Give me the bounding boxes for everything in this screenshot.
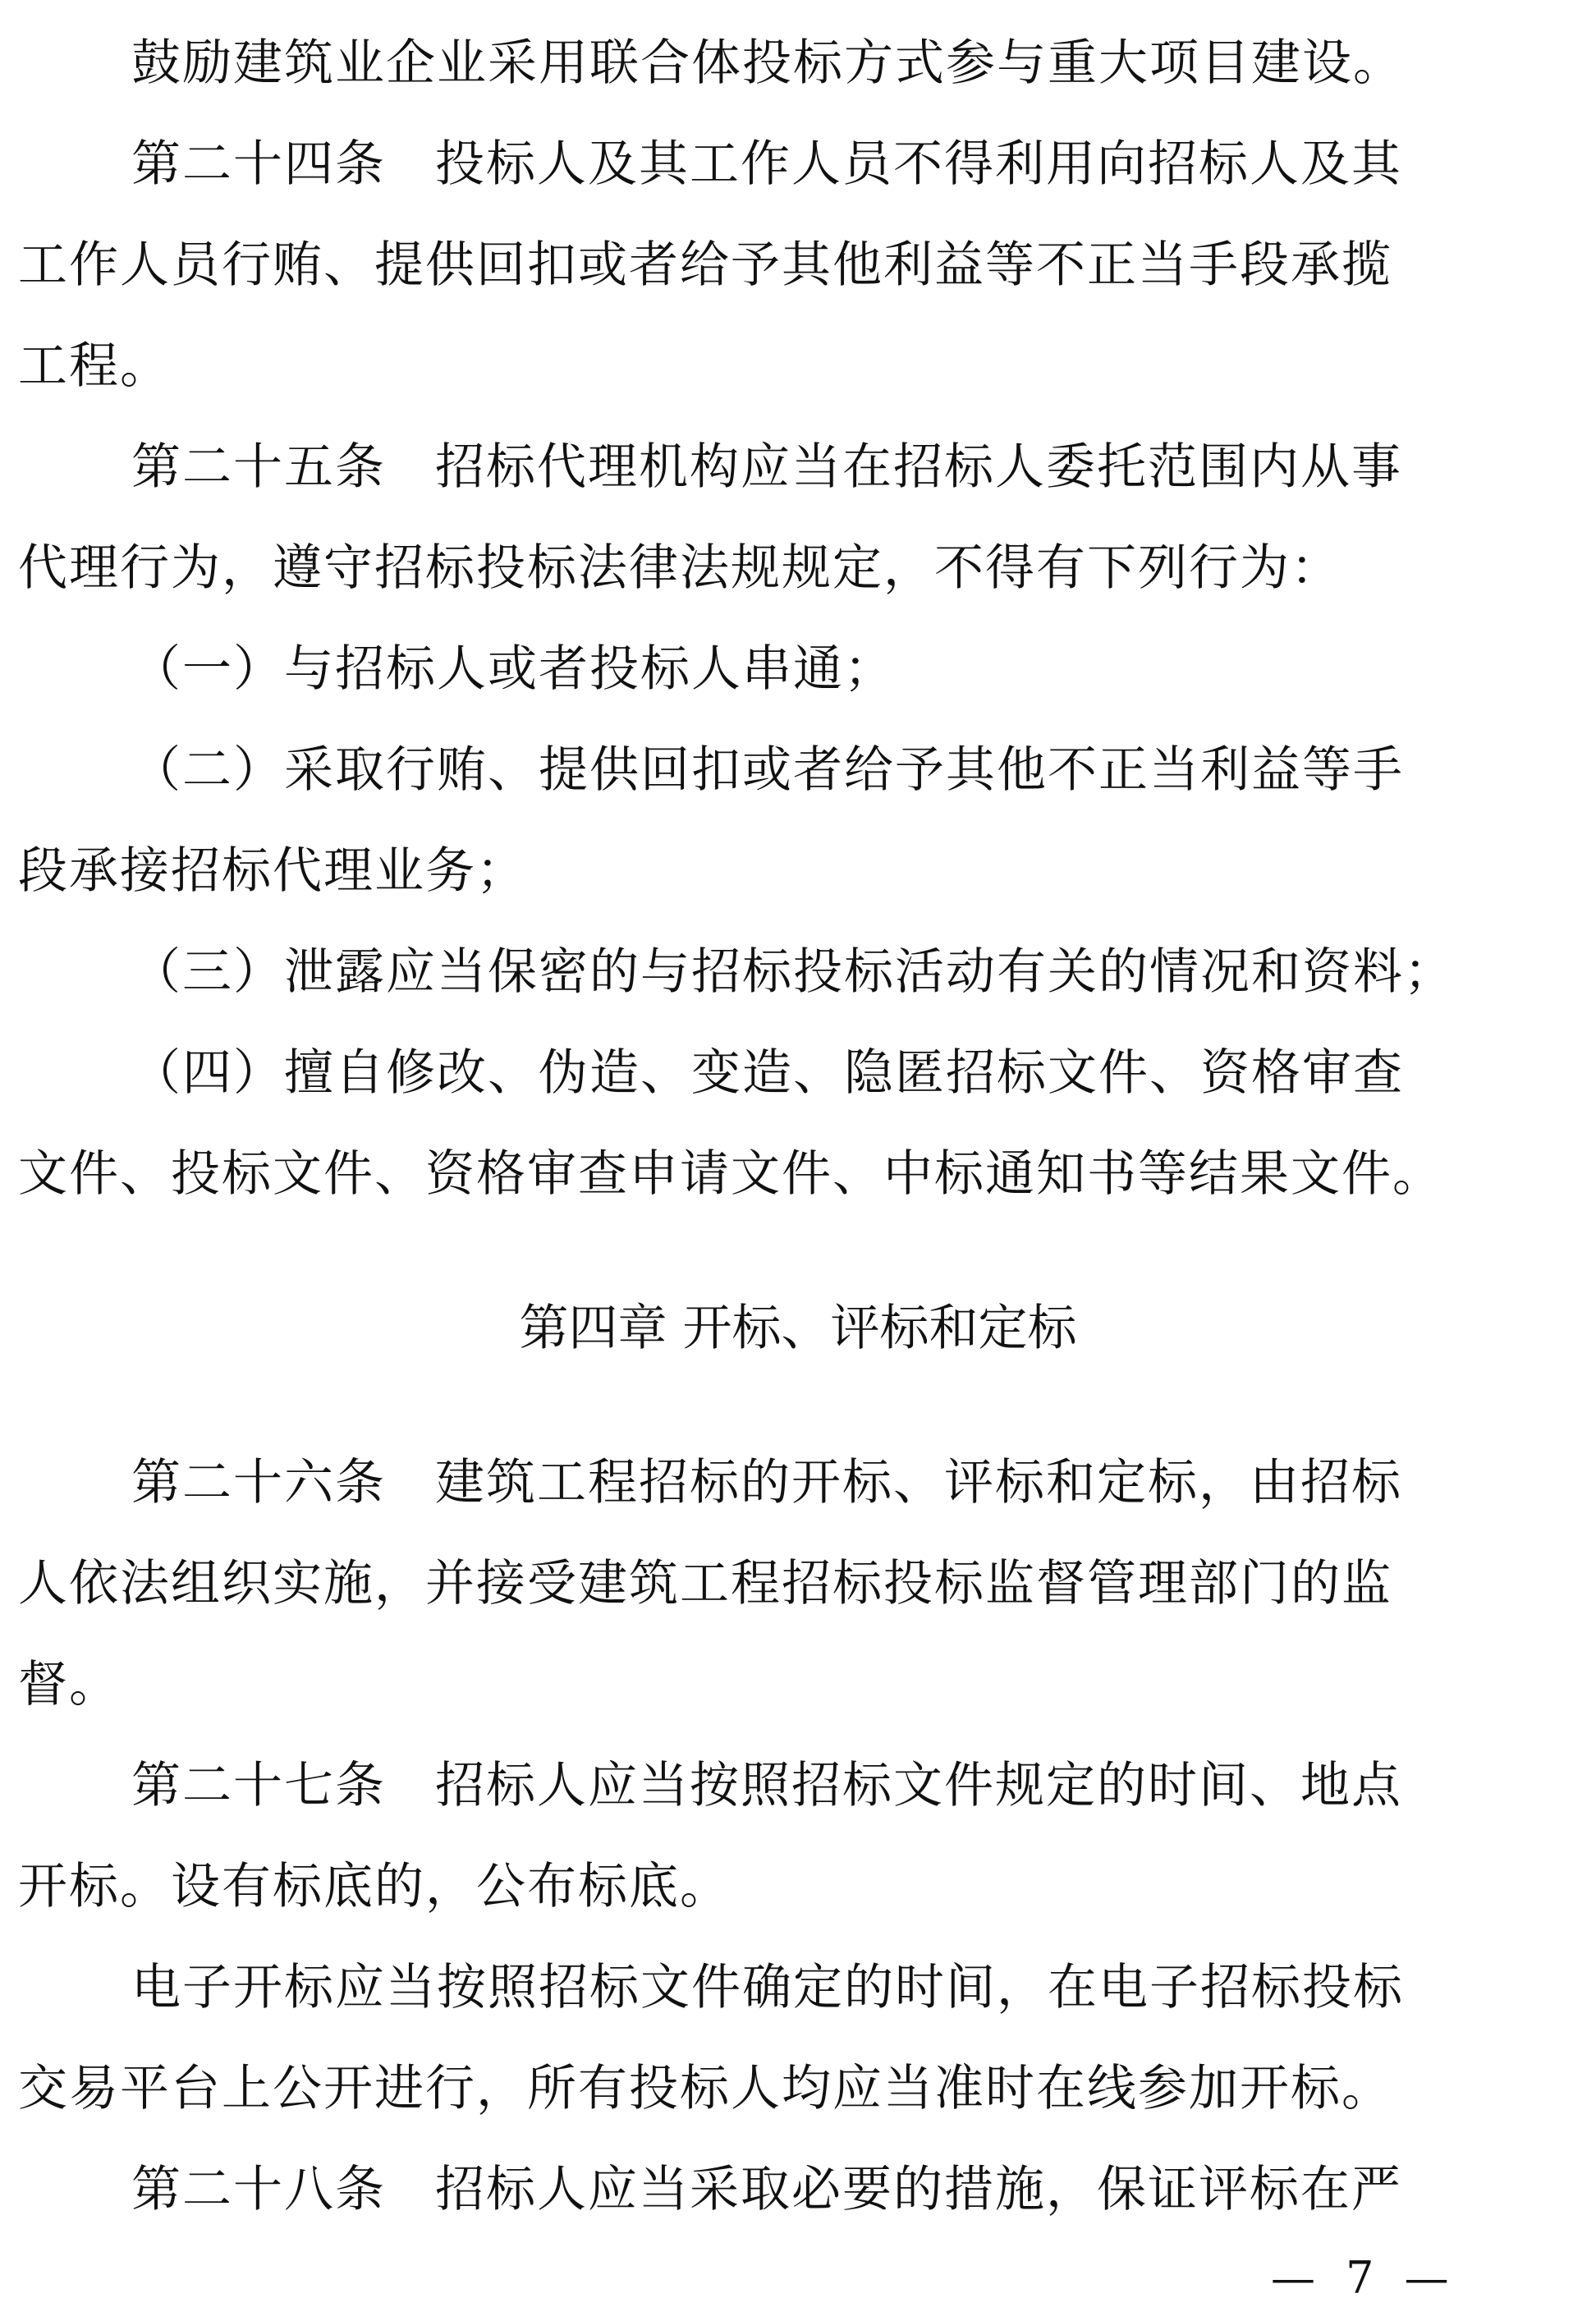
line-text: （一）与招标人或者投标人串通； <box>131 640 895 698</box>
line-text: 文件、投标文件、资格审查申请文件、中标通知书等结果文件。 <box>18 1145 1443 1203</box>
article-number: 第二十四条 <box>131 135 386 193</box>
paragraph-line <box>131 30 1596 96</box>
line-text: 督。 <box>18 1656 120 1713</box>
list-item <box>131 737 1596 803</box>
list-item-continuation <box>18 838 1596 904</box>
line-text: 工作人员行贿、提供回扣或者给予其他利益等不正当手段承揽 <box>18 236 1392 294</box>
paragraph-line <box>18 232 1596 298</box>
line-text: 代理行为，遵守招标投标法律法规规定，不得有下列行为： <box>18 539 1341 597</box>
list-item <box>131 939 1596 1005</box>
article-number: 第二十五条 <box>131 438 386 496</box>
line-text: 交易平台上公开进行，所有投标人均应当准时在线参加开标。 <box>18 2060 1392 2117</box>
line-text: （三）泄露应当保密的与招标投标活动有关的情况和资料； <box>131 943 1455 1001</box>
line-text: （四）擅自修改、伪造、变造、隐匿招标文件、资格审查 <box>131 1044 1404 1102</box>
list-item <box>131 636 1596 702</box>
article-26-line <box>131 1450 1596 1516</box>
paragraph-line <box>18 535 1596 601</box>
paragraph-line <box>18 1854 1596 1919</box>
line-text: 鼓励建筑业企业采用联合体投标方式参与重大项目建设。 <box>131 34 1404 92</box>
line-text: （二）采取行贿、提供回扣或者给予其他不正当利益等手 <box>131 741 1404 799</box>
line-text: 工程。 <box>18 337 171 395</box>
line-text: 招标人应当按照招标文件规定的时间、地点 <box>435 1757 1402 1814</box>
paragraph-line <box>18 333 1596 399</box>
line-text: 电子开标应当按照招标文件确定的时间，在电子招标投标 <box>131 1959 1404 2016</box>
line-text: 开标。设有标底的，公布标底。 <box>18 1858 731 1915</box>
paragraph-line <box>131 1955 1596 2020</box>
chapter-heading: 第四章 开标、评标和定标 <box>519 1300 1077 1357</box>
list-item-continuation <box>18 1141 1596 1207</box>
page-number: — 7 — <box>1271 2252 1457 2304</box>
paragraph-line <box>18 1652 1596 1718</box>
line-text: 建筑工程招标的开标、评标和定标，由招标 <box>435 1454 1402 1511</box>
paragraph-line <box>18 1551 1596 1617</box>
line-text: 招标代理机构应当在招标人委托范围内从事 <box>435 438 1402 496</box>
paragraph-line <box>18 2056 1596 2121</box>
list-item <box>131 1040 1596 1106</box>
line-text: 招标人应当采取必要的措施，保证评标在严 <box>435 2161 1402 2218</box>
line-text: 人依法组织实施，并接受建筑工程招标投标监督管理部门的监 <box>18 1555 1392 1612</box>
line-text: 段承接招标代理业务； <box>18 842 527 900</box>
line-text: 投标人及其工作人员不得利用向招标人及其 <box>435 135 1402 193</box>
article-25-line <box>131 434 1596 500</box>
article-28-line <box>131 2157 1596 2222</box>
article-27-line <box>131 1753 1596 1819</box>
article-24-line <box>131 131 1596 197</box>
article-number: 第二十八条 <box>131 2161 386 2218</box>
article-number: 第二十六条 <box>131 1454 386 1511</box>
article-number: 第二十七条 <box>131 1757 386 1814</box>
